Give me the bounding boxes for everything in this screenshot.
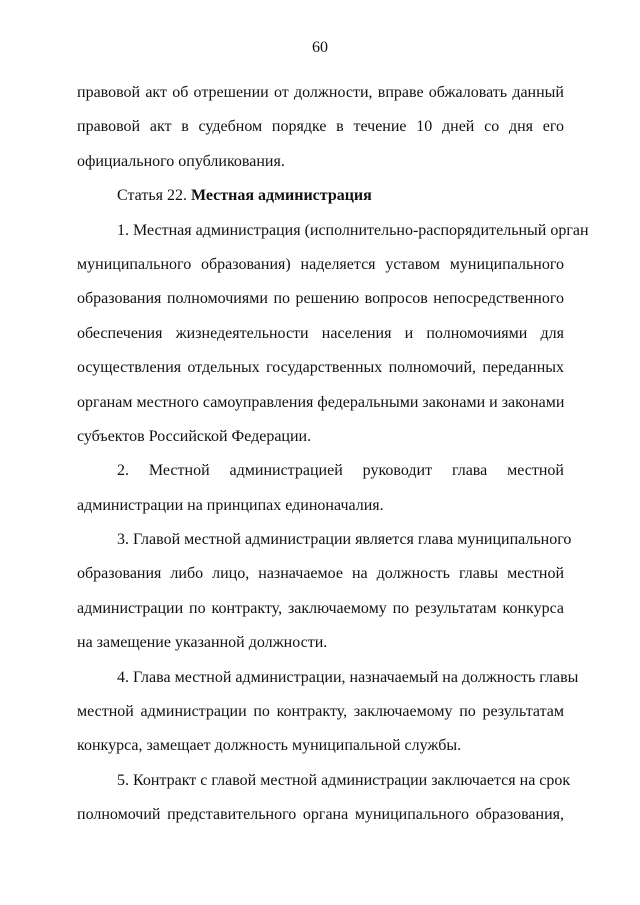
text-line: органам местного самоуправления федеральными законами и законами xyxy=(77,393,565,411)
text-line: официального опубликования. xyxy=(77,152,285,170)
text-line: на замещение указанной должности. xyxy=(77,634,328,652)
text-line: полномочий представительного органа муниципального образования, xyxy=(77,806,564,824)
text-line: правовой акт об отрешении от должности, вправе обжаловать данный xyxy=(77,84,564,101)
text-line: конкурса, замещает должность муниципальной службы. xyxy=(77,737,462,755)
text-line: местной администрации по контракту, заключаемому по результатам xyxy=(77,703,564,721)
article-number: Статья 22. xyxy=(117,187,191,205)
text-line: субъектов Российской Федерации. xyxy=(77,427,312,445)
text-line: 2. Местной администрацией руководит глава местной xyxy=(117,462,564,480)
text-line: муниципального образования) наделяется уставом муниципального xyxy=(77,255,564,273)
page-number: 60 xyxy=(312,39,328,56)
text-line: 4. Глава местной администрации, назначаемый на должность главы xyxy=(117,668,579,686)
text-line: обеспечения жизнедеятельности населения и полномочиями для xyxy=(77,324,564,342)
text-line: администрации по контракту, заключаемому по результатам конкурса xyxy=(77,599,564,617)
text-line: 3. Главой местной администрации является глава муниципального xyxy=(117,531,572,549)
text-line: 5. Контракт с главой местной администрации заключается на срок xyxy=(117,771,571,789)
article-title: Местная администрация xyxy=(190,187,372,205)
text-line: администрации на принципах единоначалия. xyxy=(77,496,384,514)
text-line: образования либо лицо, назначаемое на должность главы местной xyxy=(77,565,564,583)
document-body xyxy=(77,76,589,833)
text-line: осуществления отдельных государственных полномочий, переданных xyxy=(77,359,564,377)
article-heading xyxy=(77,179,564,213)
text-line: правовой акт в судебном порядке в течение 10 дней со дня его xyxy=(77,118,564,136)
text-line: образования полномочиями по решению вопросов непосредственного xyxy=(77,290,564,308)
text-line: 1. Местная администрация (исполнительно-распорядительный орган xyxy=(117,221,589,239)
